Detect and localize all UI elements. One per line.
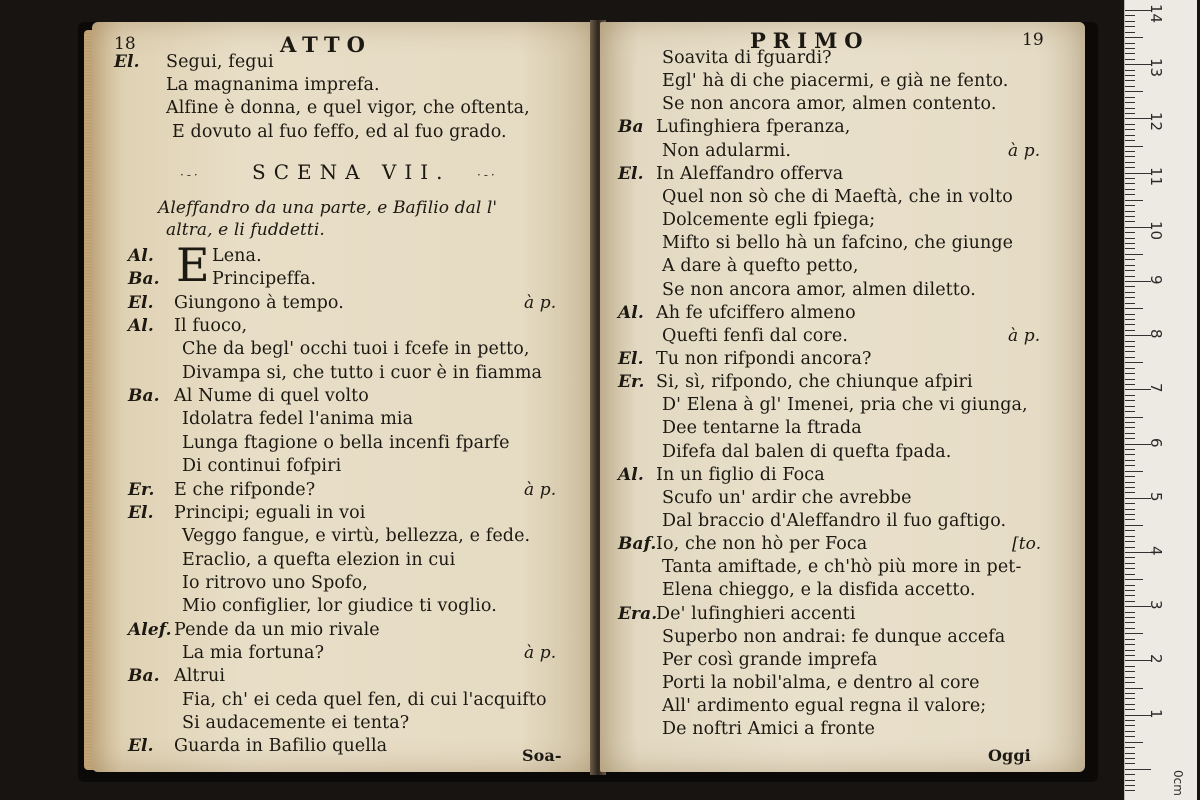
ruler-tick [1125, 536, 1135, 537]
ruler-tick [1125, 319, 1135, 320]
ruler-tick [1125, 43, 1135, 44]
dialogue-line: Lufinghiera fperanza, [656, 117, 851, 138]
ruler-tick [1125, 731, 1135, 732]
ruler-number: 11 [1147, 166, 1165, 186]
dialogue-line: Egl' hà di che piacermi, e già ne fento. [662, 71, 1009, 92]
speaker-label: Er. [618, 372, 645, 393]
ruler-tick [1125, 487, 1135, 488]
ruler-number: 6 [1147, 437, 1165, 448]
ruler-tick [1125, 108, 1135, 109]
speaker-label: Ba [618, 117, 644, 138]
ruler-tick [1125, 417, 1143, 418]
ruler-tick [1125, 259, 1135, 260]
ruler-tick [1125, 232, 1135, 233]
dialogue-line: Idolatra fedel l'anima mia [182, 409, 414, 430]
ruler-number: 12 [1147, 112, 1165, 132]
ruler-tick [1125, 346, 1135, 347]
ruler-tick [1125, 671, 1135, 672]
scene-title: SCENA VII. [252, 160, 451, 184]
speaker-label: El. [128, 502, 154, 523]
ruler-tick [1125, 265, 1135, 266]
ruler-tick [1125, 183, 1135, 184]
ruler-tick [1125, 438, 1135, 439]
ruler-tick [1125, 357, 1135, 358]
dialogue-line: Io ritrovo uno Spofo, [182, 572, 368, 593]
ruler-tick [1125, 75, 1135, 76]
dialogue-line: In Aleffandro offerva [656, 163, 844, 184]
ruler-number: 13 [1147, 58, 1165, 78]
ruler-tick [1125, 688, 1143, 689]
ruler-tick [1125, 476, 1135, 477]
ruler-tick [1125, 379, 1135, 380]
ruler-tick [1125, 579, 1143, 580]
ruler-tick [1125, 763, 1135, 764]
stage-direction-line: altra, e li fuddetti. [166, 220, 325, 240]
page-number: 18 [114, 34, 136, 54]
ruler-number: 2 [1147, 654, 1165, 664]
dialogue-line: Dolcemente egli fpiega; [662, 210, 876, 231]
ruler-tick [1125, 276, 1135, 277]
ruler-number: 8 [1147, 329, 1165, 339]
ruler-tick [1125, 519, 1135, 520]
dialogue-line: Che da begl' occhi tuoi i fcefe in petto, [182, 339, 530, 360]
ruler-tick [1125, 725, 1135, 726]
ruler-tick [1125, 666, 1135, 667]
ruler-tick [1125, 146, 1143, 147]
dialogue-line: Io, che non hò per Foca [656, 534, 868, 555]
speaker-label: El. [618, 348, 644, 369]
ruler-tick [1125, 753, 1135, 754]
ruler-number: 14 [1147, 4, 1165, 24]
ruler-tick [1125, 15, 1135, 16]
ruler-tick [1125, 471, 1143, 472]
ruler-tick [1125, 330, 1135, 331]
ruler-tick [1125, 422, 1135, 423]
ruler-tick [1125, 650, 1135, 651]
ruler-tick [1125, 595, 1135, 596]
ruler-tick [1125, 324, 1135, 325]
ornament-left: ·-· [180, 168, 201, 182]
speaker-label: Er. [128, 479, 155, 500]
dialogue-line: Non adularmi. [662, 140, 792, 161]
ruler-tick [1125, 449, 1135, 450]
ruler-tick [1125, 37, 1143, 38]
ruler-tick [1125, 622, 1135, 623]
aside-marker: à p. [524, 642, 557, 663]
speaker-label: El. [114, 52, 140, 72]
ruler-tick [1125, 633, 1143, 634]
speaker-label: Al. [618, 302, 644, 323]
ruler-tick [1125, 86, 1135, 87]
ruler-number: 1 [1147, 708, 1165, 719]
ruler-tick [1125, 308, 1143, 309]
aside-marker: à p. [1008, 140, 1041, 161]
dialogue-line: La mia fortuna? [182, 642, 325, 663]
ruler-tick [1125, 790, 1135, 791]
speaker-label: Ba. [128, 269, 160, 290]
verse-line: Segui, fegui [166, 52, 274, 72]
ruler-tick [1125, 297, 1135, 298]
dialogue-line: Giungono à tempo. [174, 292, 344, 313]
speaker-label: Alef. [128, 619, 172, 640]
ruler-tick [1125, 70, 1135, 71]
dialogue-line: Eraclio, a quefta elezion in cui [182, 549, 456, 570]
dialogue-line: Altrui [174, 666, 226, 687]
speaker-label: El. [618, 163, 644, 184]
ruler-tick [1125, 97, 1135, 98]
dialogue-line: Fia, ch' ei ceda quel fen, di cui l'acquifto [182, 689, 547, 710]
ruler-tick [1125, 254, 1143, 255]
ruler-tick [1125, 503, 1135, 504]
ruler-tick [1125, 742, 1143, 743]
ruler-number: 3 [1147, 600, 1165, 610]
dialogue-line: A dare à quefto petto, [662, 256, 859, 277]
verse-line: Alfine è donna, e quel vigor, che oftenta, [166, 98, 530, 119]
ruler-tick [1125, 32, 1135, 33]
dialogue-line: Tu non rifpondi ancora? [656, 348, 872, 369]
ornament-right: ·-· [477, 168, 498, 182]
ruler-tick [1125, 704, 1135, 705]
catchword: Oggi [988, 746, 1031, 765]
ruler-tick [1125, 200, 1143, 201]
running-header: ATTO [280, 32, 372, 57]
ruler-tick [1125, 628, 1135, 629]
speaker-label: Ba. [128, 666, 160, 687]
dialogue-line: Per così grande imprefa [662, 649, 878, 670]
ruler-tick [1125, 216, 1135, 217]
ruler-tick [1125, 26, 1135, 27]
speaker-label: El. [128, 292, 154, 313]
dialogue-line: Veggo fangue, e virtù, bellezza, e fede. [182, 526, 531, 547]
ruler-tick [1125, 427, 1135, 428]
aside-marker: à p. [1008, 325, 1041, 346]
measuring-ruler [1124, 0, 1197, 800]
dialogue-line: Guarda in Bafilio quella [174, 736, 388, 757]
ruler-tick [1125, 384, 1135, 385]
ruler-tick [1125, 211, 1135, 212]
aside-marker: à p. [524, 479, 557, 500]
ruler-tick [1125, 59, 1135, 60]
dialogue-line: Tanta amiftade, e ch'hò più more in pet- [662, 557, 1022, 578]
dialogue-line: Principeffa. [212, 269, 317, 290]
dialogue-line: Se non ancora amor, almen diletto. [662, 279, 976, 300]
ruler-tick [1125, 541, 1135, 542]
speaker-label: El. [128, 736, 154, 757]
ruler-tick [1125, 677, 1135, 678]
dialogue-line: Soavita di fguardi? [662, 48, 832, 68]
ruler-tick [1125, 341, 1135, 342]
ruler-tick [1125, 395, 1135, 396]
drop-capital: E [176, 238, 210, 292]
ruler-tick [1125, 80, 1135, 81]
right-page [600, 22, 1085, 772]
ruler-tick [1125, 720, 1135, 721]
dialogue-line: Scufo un' ardir che avrebbe [662, 487, 912, 508]
ruler-tick [1125, 314, 1135, 315]
ruler-tick [1125, 774, 1135, 775]
dialogue-line: E che rifponde? [174, 479, 316, 500]
ruler-tick [1125, 465, 1135, 466]
ruler-tick [1125, 238, 1135, 239]
ruler-tick [1125, 286, 1135, 287]
ruler-tick [1125, 151, 1135, 152]
ruler-tick [1125, 454, 1135, 455]
catchword: Soa- [522, 746, 562, 765]
dialogue-line: Si, sì, rifpondo, che chiunque afpiri [656, 372, 973, 393]
ruler-tick [1125, 460, 1135, 461]
verse-line: La magnanima imprefa. [166, 75, 380, 96]
ruler-tick [1125, 270, 1135, 271]
ruler-tick [1125, 102, 1135, 103]
ruler-tick [1125, 780, 1135, 781]
dialogue-line: Mifto si bello hà un fafcino, che giunge [662, 233, 1014, 254]
dialogue-line: Il fuoco, [174, 316, 248, 337]
dialogue-line: De noftri Amici a fronte [662, 719, 876, 740]
speaker-label: Al. [618, 464, 644, 485]
ruler-tick [1125, 221, 1135, 222]
ruler-tick [1125, 21, 1135, 22]
ruler-tick [1125, 48, 1135, 49]
ruler-tick [1125, 769, 1151, 770]
ruler-tick [1125, 124, 1135, 125]
dialogue-line: Elena chieggo, e la disfida accetto. [662, 580, 976, 601]
dialogue-line: Al Nume di quel volto [174, 386, 369, 407]
dialogue-line: Quel non sò che di Maeftà, che in volto [662, 186, 1013, 207]
ruler-tick [1125, 178, 1135, 179]
ruler-unit: 0cm [1171, 770, 1185, 796]
ruler-tick [1125, 568, 1135, 569]
ruler-tick [1125, 482, 1135, 483]
ruler-tick [1125, 736, 1135, 737]
ruler-tick [1125, 189, 1135, 190]
ruler-tick [1125, 617, 1135, 618]
ruler-tick [1125, 400, 1135, 401]
speaker-label: Al. [128, 316, 154, 337]
dialogue-line: Ah fe ufciffero almeno [656, 302, 856, 323]
ruler-tick [1125, 557, 1135, 558]
ruler-tick [1125, 303, 1135, 304]
ruler-tick [1125, 167, 1135, 168]
ruler-tick [1125, 639, 1135, 640]
dialogue-line: Porti la nobil'alma, e dentro al core [662, 673, 980, 694]
dialogue-line: In un figlio di Foca [656, 464, 825, 485]
ruler-tick [1125, 612, 1135, 613]
ruler-tick [1125, 585, 1135, 586]
dialogue-line: Quefti fenfi dal core. [662, 325, 849, 346]
ruler-number: 5 [1147, 491, 1165, 502]
ruler-tick [1125, 406, 1135, 407]
ruler-tick [1125, 682, 1135, 683]
ruler-tick [1125, 590, 1135, 591]
ruler-tick [1125, 373, 1135, 374]
ruler-tick [1125, 129, 1135, 130]
ruler-number: 4 [1147, 546, 1165, 556]
dialogue-line: Lena. [212, 246, 262, 266]
ruler-tick [1125, 433, 1135, 434]
ruler-tick [1125, 785, 1135, 786]
aside-marker: à p. [524, 292, 557, 313]
ruler-tick [1125, 113, 1135, 114]
ruler-tick [1125, 492, 1135, 493]
dialogue-line: D' Elena à gl' Imenei, pria che vi giunga, [662, 395, 1028, 416]
dialogue-line: All' ardimento egual regna il valore; [662, 696, 987, 717]
ruler-tick [1125, 140, 1135, 141]
ruler-tick [1125, 248, 1135, 249]
dialogue-line: Mio configlier, lor giudice ti voglio. [182, 596, 497, 617]
dialogue-line: Divampa si, che tutto i cuor è in fiamma [182, 362, 543, 383]
dialogue-line: Si audacemente ei tenta? [182, 713, 410, 733]
ruler-tick [1125, 351, 1135, 352]
ruler-tick [1125, 709, 1135, 710]
ruler-tick [1125, 655, 1135, 656]
ruler-tick [1125, 547, 1135, 548]
ruler-number: 10 [1147, 220, 1165, 240]
verse-line: E dovuto al fuo feffo, ed al fuo grado. [172, 121, 507, 142]
ruler-tick [1125, 194, 1135, 195]
ruler-tick [1125, 362, 1143, 363]
ruler-tick [1125, 292, 1135, 293]
ruler-tick [1125, 601, 1135, 602]
speaker-label: Al. [128, 246, 154, 266]
dialogue-line: Principi; eguali in voi [174, 502, 366, 523]
ruler-tick [1125, 514, 1135, 515]
speaker-label: Era. [618, 603, 658, 624]
ruler-tick [1125, 135, 1135, 136]
speaker-label: Baf. [618, 534, 657, 555]
dialogue-line: De' lufinghieri accenti [656, 603, 856, 624]
ruler-tick [1125, 530, 1135, 531]
dialogue-line: Superbo non andrai: fe dunque accefa [662, 626, 1006, 647]
ruler-number: 7 [1147, 383, 1165, 393]
stage-direction-line: Aleffandro da una parte, e Bafilio dal l' [158, 198, 498, 218]
dialogue-line: Difefa dal balen di quefta fpada. [662, 441, 952, 462]
ruler-tick [1125, 758, 1135, 759]
ruler-tick [1125, 563, 1135, 564]
speaker-label: Ba. [128, 386, 160, 407]
dialogue-line: Dal braccio d'Aleffandro il fuo gaftigo. [662, 511, 1007, 531]
dialogue-line: Lunga ftagione o bella incenfi fparfe [182, 432, 510, 453]
ruler-tick [1125, 698, 1135, 699]
running-header: PRIMO [750, 28, 870, 53]
ruler-tick [1125, 162, 1135, 163]
ruler-tick [1125, 411, 1135, 412]
ruler-tick [1125, 368, 1135, 369]
left-page [92, 22, 597, 772]
ruler-tick [1125, 644, 1135, 645]
dialogue-line: Pende da un mio rivale [174, 619, 380, 640]
ruler-tick [1125, 53, 1135, 54]
ruler-tick [1125, 525, 1143, 526]
dialogue-line: Dee tentarne la ftrada [662, 418, 862, 439]
ruler-tick [1125, 509, 1135, 510]
ruler-tick [1125, 574, 1135, 575]
dialogue-line: Se non ancora amor, almen contento. [662, 94, 997, 115]
ruler-tick [1125, 747, 1135, 748]
ruler-tick [1125, 693, 1135, 694]
ruler-tick [1125, 205, 1135, 206]
aside-marker: [to. [1012, 534, 1042, 555]
ruler-tick [1125, 91, 1143, 92]
ruler-tick [1125, 156, 1135, 157]
page-number: 19 [1022, 30, 1044, 50]
ruler-number: 9 [1147, 275, 1165, 285]
ruler-tick [1125, 243, 1135, 244]
dialogue-line: Di continui fofpiri [182, 456, 342, 477]
